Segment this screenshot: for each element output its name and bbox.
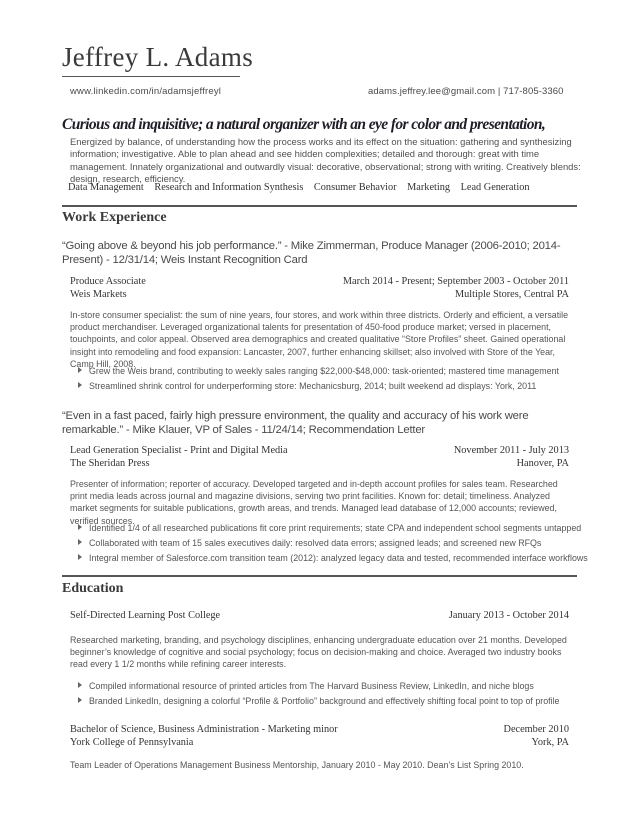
email-phone[interactable]: adams.jeffrey.lee@gmail.com | 717-805-3360	[368, 86, 564, 97]
job-bullet: Integral member of Salesforce.com transition team (2012): analyzed legacy data and tested, recommended interface workflows	[78, 553, 588, 563]
bullet-triangle-icon	[78, 682, 82, 688]
education-heading: Education	[62, 581, 124, 596]
bullet-triangle-icon	[78, 554, 82, 560]
job-dates: November 2011 - July 2013	[453, 445, 569, 456]
section-divider	[62, 575, 577, 577]
work-experience-heading: Work Experience	[62, 210, 167, 225]
education-bullet: Branded LinkedIn, designing a colorful “Profile & Portfolio” background and effectively shifting focal point to top of profile	[78, 696, 560, 706]
summary-text: Energized by balance, of understanding how the process works and its effect on the situation: gathering and synthesizing information; investigative. Able to plan ahead and see hidden complexities; detailed and thorough: great with time management. Innately organizational and outwardly visual: decorative, observational; strong with writing. Creatively blends: design, research, efficiency.	[70, 136, 581, 184]
job-bullet: Grew the Weis brand, contributing to weekly sales ranging $22,000-$48,000: task-oriented; mastered time management	[78, 366, 559, 376]
education-program: Bachelor of Science, Business Administration - Marketing minor	[70, 724, 338, 735]
candidate-name: Jeffrey L. Adams	[62, 42, 254, 72]
education-location: York, PA	[531, 737, 569, 748]
education-school: York College of Pennsylvania	[70, 737, 194, 748]
bullet-triangle-icon	[78, 539, 82, 545]
recommendation-quote: “Going above & beyond his job performance.” - Mike Zimmerman, Produce Manager (2006-2010; 2014-Present) - 12/31/14; Weis Instant Recognition Card	[62, 240, 561, 267]
skill-item: Lead Generation	[460, 182, 530, 193]
skills-list	[68, 182, 538, 193]
bullet-triangle-icon	[78, 524, 82, 530]
education-dates: January 2013 - October 2014	[448, 610, 569, 621]
job-company: The Sheridan Press	[70, 458, 150, 469]
education-dates: December 2010	[503, 724, 569, 735]
job-description: In-store consumer specialist: the sum of nine years, four stores, and work within three districts. Orderly and efficient, a versatile product merchandiser. Leveraged organizational talents for presentation of 450-food produce market; versed in placement, touchpoints, and color appeal. Observed area demographics and created qualitative “Store Profiles” sheet. Gained operational insight into remodeling and food expansion: Lancaster, 2007, further enhancing skillset; also involved with Store of the Year, Camp Hill, 2008.	[70, 310, 569, 369]
education-description: Team Leader of Operations Management Business Mentorship, January 2010 - May 2010. Dean’s List Spring 2010.	[70, 760, 524, 770]
tagline: Curious and inquisitive; a natural organizer with an eye for color and presentation,	[62, 116, 546, 133]
skill-item: Research and Information Synthesis	[154, 182, 304, 193]
education-program: Self-Directed Learning Post College	[70, 610, 221, 621]
job-dates: March 2014 - Present; September 2003 - October 2011	[342, 276, 569, 287]
job-description: Presenter of information; reporter of accuracy. Developed targeted and in-depth account profiles for sales team. Researched print media leads across journal and magazine divisions, serving two print facilities. Known for: detail; timeliness. Analyzed market segments for suitable publications, growth areas, and trends. Managed lead database of 12,000 accounts; reviewed, verified sources.	[70, 479, 558, 526]
bullet-triangle-icon	[78, 382, 82, 388]
job-bullet: Collaborated with team of 15 sales executives daily: resolved data errors; assigned leads; and screened new RFQs	[78, 538, 541, 548]
recommendation-quote: “Even in a fast paced, fairly high pressure environment, the quality and accuracy of his work were remarkable.” - Mike Klauer, VP of Sales - 11/24/14; Recommendation Letter	[62, 410, 529, 437]
skill-item: Consumer Behavior	[313, 182, 397, 193]
job-bullet: Identified 1/4 of all researched publications fit core print requirements; state CPA and independent school segments untapped	[78, 523, 581, 533]
job-location: Multiple Stores, Central PA	[454, 289, 569, 300]
skill-item: Data Management	[68, 182, 144, 193]
bullet-triangle-icon	[78, 697, 82, 703]
job-role: Produce Associate	[70, 276, 146, 287]
section-divider	[62, 205, 577, 207]
job-role: Lead Generation Specialist - Print and Digital Media	[70, 445, 288, 456]
job-bullet: Streamlined shrink control for underperforming store: Mechanicsburg, 2014; built weekend ad displays: York, 2011	[78, 381, 536, 391]
linkedin-url[interactable]: www.linkedin.com/in/adamsjeffreyl	[70, 86, 222, 97]
job-location: Hanover, PA	[516, 458, 569, 469]
name-underline	[62, 76, 240, 77]
skill-item: Marketing	[407, 182, 451, 193]
education-description: Researched marketing, branding, and psychology disciplines, enhancing undergraduate education over 21 months. Developed beginner’s knowledge of cognitive and social psychology; focus on decision-making and choice. Averaged two industry books read every 1 1/2 months while refining career interests.	[70, 635, 567, 670]
job-company: Weis Markets	[70, 289, 127, 300]
education-bullet: Compiled informational resource of printed articles from The Harvard Business Review, LinkedIn, and niche blogs	[78, 681, 534, 691]
bullet-triangle-icon	[78, 367, 82, 373]
